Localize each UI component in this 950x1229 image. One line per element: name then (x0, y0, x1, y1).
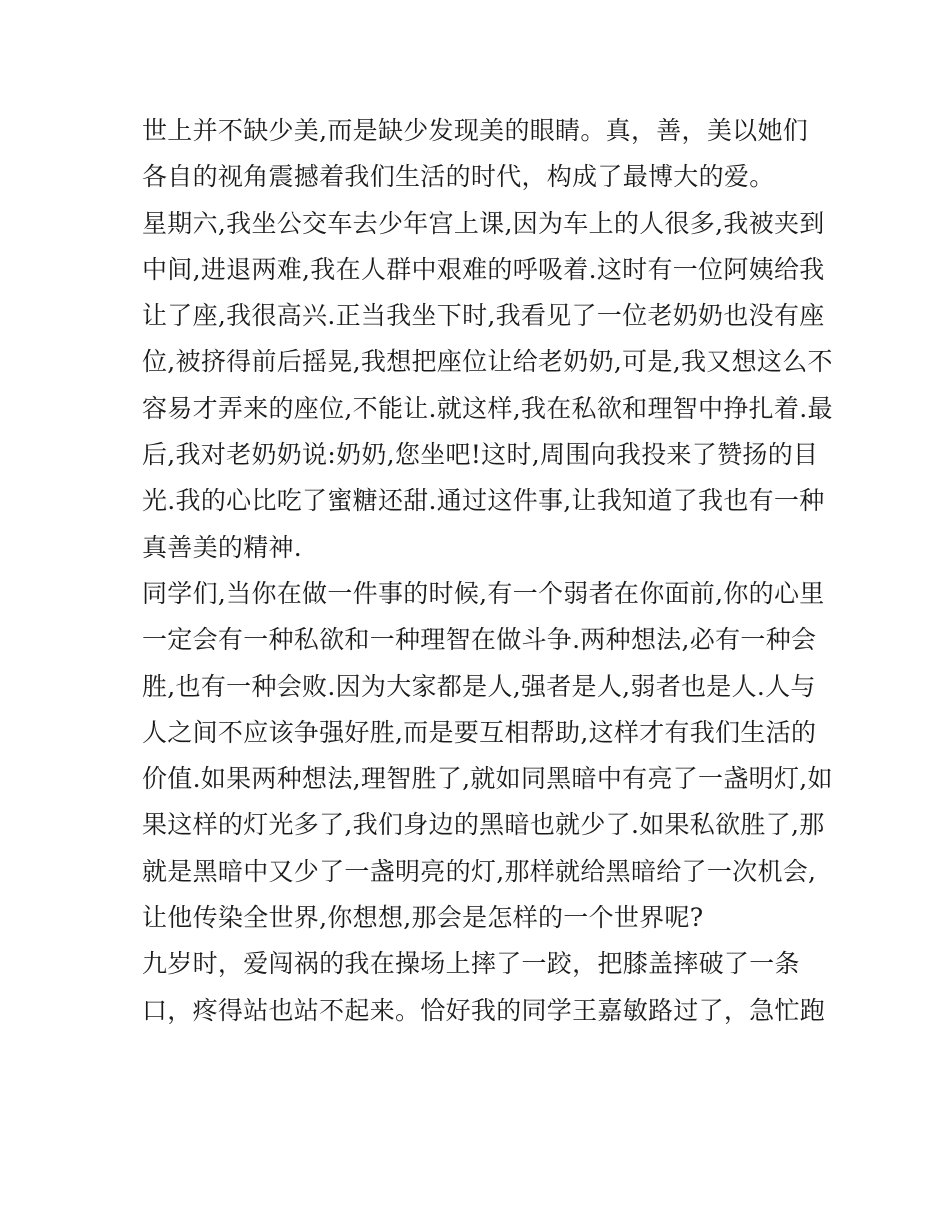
text-line: 各自的视角震撼着我们生活的时代，构成了最博大的爱。 (142, 162, 775, 192)
text-line: 一定会有一种私欲和一种理智在做斗争.两种想法,必有一种会 (142, 625, 817, 655)
text-line: 中间,进退两难,我在人群中艰难的呼吸着.这时有一位阿姨给我 (142, 254, 825, 284)
text-line: 同学们,当你在做一件事的时候,有一个弱者在你面前,你的心里 (142, 578, 825, 608)
text-line: 容易才弄来的座位,不能让.就这样,我在私欲和理智中挣扎着.最 (142, 393, 833, 423)
text-line: 真善美的精神. (142, 532, 303, 562)
text-line: 让他传染全世界,你想想,那会是怎样的一个世界呢? (142, 903, 704, 933)
text-line: 人之间不应该争强好胜,而是要互相帮助,这样才有我们生活的 (142, 717, 817, 747)
paragraph-bus-story (142, 201, 833, 571)
text-line: 口，疼得站也站不起来。恰好我的同学王嘉敏路过了，急忙跑 (142, 995, 826, 1025)
paragraph-age-nine (142, 941, 826, 1034)
paragraph-classmates (142, 571, 833, 941)
paragraph-intro (142, 108, 822, 201)
text-line: 世上并不缺少美,而是缺少发现美的眼睛。真，善，美以她们 (142, 116, 809, 145)
text-line: 胜,也有一种会败.因为大家都是人,强者是人,弱者也是人.人与 (142, 671, 816, 701)
text-line: 就是黑暗中又少了一盏明亮的灯,那样就给黑暗给了一次机会, (142, 856, 817, 886)
text-line: 光.我的心比吃了蜜糖还甜.通过这件事,让我知道了我也有一种 (142, 486, 825, 516)
text-line: 果这样的灯光多了,我们身边的黑暗也就少了.如果私欲胜了,那 (142, 810, 825, 840)
text-line: 九岁时，爱闯祸的我在操场上摔了一跤，把膝盖摔破了一条 (142, 949, 800, 979)
text-line: 让了座,我很高兴.正当我坐下时,我看见了一位老奶奶也没有座 (142, 301, 825, 331)
document-body (142, 108, 833, 1034)
text-line: 后,我对老奶奶说:奶奶,您坐吧!这时,周围向我投来了赞扬的目 (142, 440, 819, 470)
text-line: 星期六,我坐公交车去少年宫上课,因为车上的人很多,我被夹到 (142, 208, 825, 238)
text-line: 位,被挤得前后摇晃,我想把座位让给老奶奶,可是,我又想这么不 (142, 347, 833, 377)
text-line: 价值.如果两种想法,理智胜了,就如同黑暗中有亮了一盏明灯,如 (142, 764, 833, 794)
